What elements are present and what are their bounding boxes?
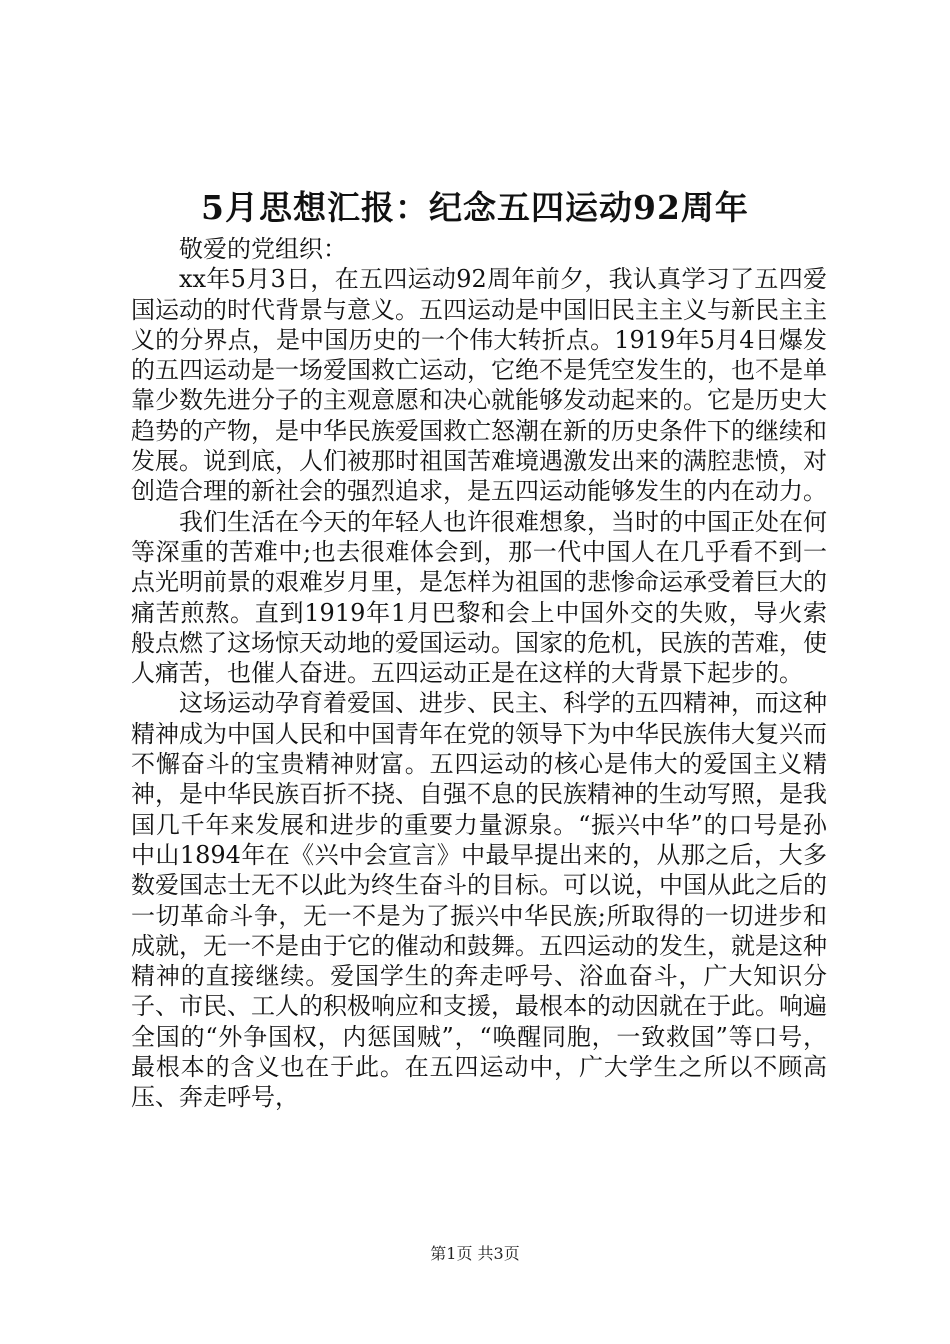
paragraph-2: 我们生活在今天的年轻人也许很难想象，当时的中国正处在何等深重的苦难中;也去很难体会到，那一代中国人在几乎看不到一点光明前景的艰难岁月里，是怎样为祖国的悲惨命运承受着巨大的痛苦煎熬。直到1919年1月巴黎和会上中国外交的失败，导火索般点燃了这场惊天动地的爱国运动。国家的危机，民族的苦难，使人痛苦，也催人奋进。五四运动正是在这样的大背景下起步的。 [131, 507, 827, 688]
salutation: 敬爱的党组织： [179, 235, 347, 263]
paragraph-3: 这场运动孕育着爱国、进步、民主、科学的五四精神，而这种精神成为中国人民和中国青年在党的领导下为中华民族伟大复兴而不懈奋斗的宝贵精神财富。五四运动的核心是伟大的爱国主义精神，是中华民族百折不挠、自强不息的民族精神的生动写照，是我国几千年来发展和进步的重要力量源泉。“振兴中华”的口号是孙中山1894年在《兴中会宣言》中最早提出来的，从那之后，大多数爱国志士无不以此为终生奋斗的目标。可以说，中国从此之后的一切革命斗争，无一不是为了振兴中华民族;所取得的一切进步和成就，无一不是由于它的催动和鼓舞。五四运动的发生，就是这种精神的直接继续。爱国学生的奔走呼号、浴血奋斗，广大知识分子、市民、工人的积极响应和支援，最根本的动因就在于此。响遍全国的“外争国权，内惩国贼”，“唤醒同胞，一致救国”等口号，最根本的含义也在于此。在五四运动中，广大学生之所以不顾高压、奔走呼号， [131, 689, 827, 1112]
page-number-footer: 第1页 共3页 [430, 1244, 520, 1263]
paragraph-1: xx年5月3日，在五四运动92周年前夕，我认真学习了五四爱国运动的时代背景与意义。五四运动是中国旧民主主义与新民主主义的分界点，是中国历史的一个伟大转折点。1919年5月4日爆发的五四运动是一场爱国救亡运动，它绝不是凭空发生的，也不是单靠少数先进分子的主观意愿和决心就能够发动起来的。它是历史大趋势的产物，是中华民族爱国救亡怒潮在新的历史条件下的继续和发展。说到底，人们被那时祖国苦难境遇激发出来的满腔悲愤，对创造合理的新社会的强烈追求，是五四运动能够发生的内在动力。 [131, 265, 827, 506]
document-title: 5月思想汇报：纪念五四运动92周年 [201, 188, 749, 227]
document-body [131, 234, 827, 1113]
